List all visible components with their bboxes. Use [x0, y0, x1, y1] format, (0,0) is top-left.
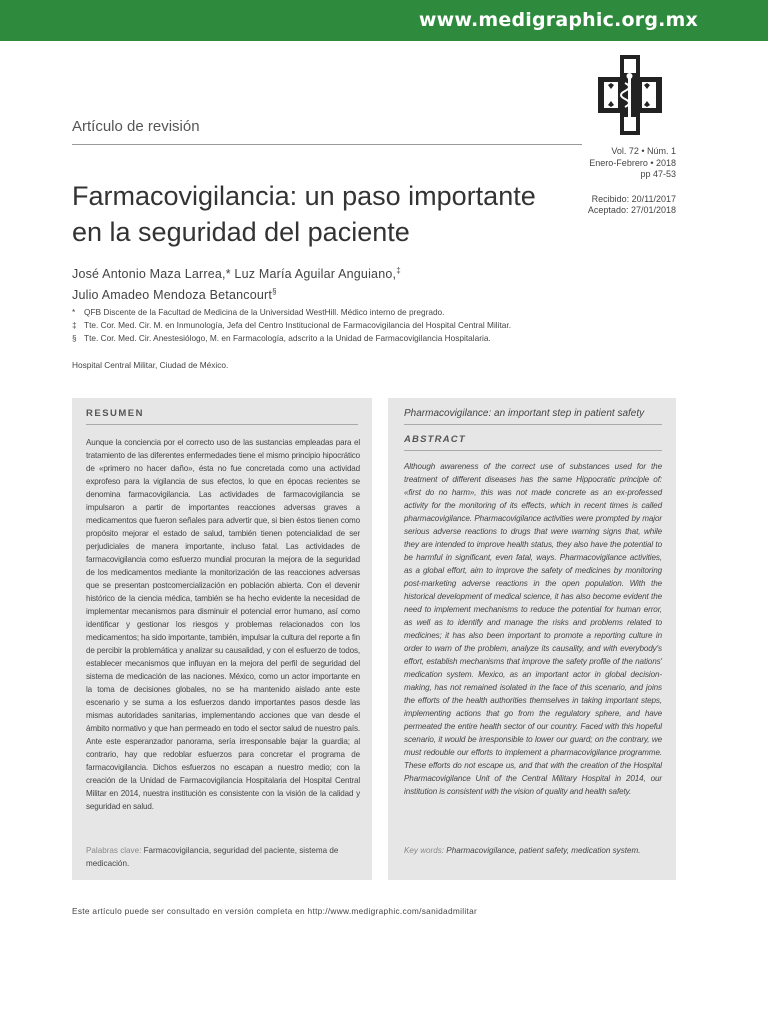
affiliation-mark: §: [72, 333, 77, 343]
volume: Vol. 72 • Núm. 1: [611, 146, 676, 156]
abstract-text: Although awareness of the correct use of substances used for the treatment of different diseases has the same Hippocratic principle of: «first do no harm», this was not made concrete as an ex-professed activity for the monitoring of its effects, which in recent times is called pharmacovigilance. Pharmacovigilance activities were prompted by major serious adverse reactions to drugs that were warning signs that, while they are intended to improve health status, they also have the potential to be harmful in significant, even fatal, ways. Pharmacovigilance activities, as a global effort, aim to improve the safety of medicines by monitoring post-marketing adverse reactions in the open population. With the historical development of medical science, it has also become evident the need to implement mechanisms to reduce the potential for human error, as well as to identify and manage the risks and problems related to medicines; it has also been important to promote a reporting culture in order to warn of the problem, analyze its causality, and with everybody's effort, establish mechanisms that improve the safety profile of the nations' medication system. Mexico, as an important actor in global decision-making, has not remained isolated in the face of this scenario, and joins the efforts of the health authorities themselves in taking important steps, implementing actions that go from the regulatory sphere, and have permeated the entire health sector of our country. Faced with this hopeful scenario, it would be irresponsible to lower our guard; on the contrary, we must redouble our efforts to implement a pharmacovigilance programme. These efforts do not escape us, and that with the creation of the Hospital Pharmacovigilance Unit of the Central Military Hospital in 2014, our institution is consistent with the vision of quality and health safety.: [404, 462, 662, 796]
affiliation-item: [72, 319, 632, 332]
keywords-text: Farmacovigilancia, seguridad del paciente, sistema de medicación.: [86, 846, 339, 868]
abstract-divider-top: [404, 424, 662, 425]
header-banner: [0, 0, 768, 41]
affiliation-item: [72, 306, 632, 319]
authors: [72, 262, 592, 304]
resumen-heading: RESUMEN: [86, 408, 145, 419]
affiliation-mark: ‡: [72, 320, 77, 330]
site-url-link[interactable]: www.medigraphic.org.mx: [418, 9, 698, 31]
resumen-text: Aunque la conciencia por el correcto uso de las sustancias empleadas para el tratamiento de las diferentes enfermedades tiene el mismo principio hipocrático de «primero no hacer daño», ésta no fue concretada como una actividad exprofeso para la vigilancia de sus efectos, lo que en épocas recientes se denomina farmacovigilancia. Las actividades de farmacovigilancia se impulsaron a partir de importantes reacciones adversas graves a medicamentos que fueron señales para advertir que, si bien éstos tienen como propósito mejorar el estado de salud, también tienen potencialidad de ser perjudiciales de manera importante, incluso fatal. Las actividades de farmacovigilancia como esfuerzo mundial procuran la mejora de la seguridad de los medicamentos mediante la monitorización de las reacciones adversas que se presentan postcomercialización en población abierta. Con el devenir histórico de la ciencia médica, también se ha hecho evidente la necesidad de implementar mecanismos para disminuir el potencial error humano, así como identificar y gestionar los riesgos y problemas relacionados con los medicamentos; ha sido importante, también, impulsar la cultura del reporte a fin de percibir la problemática y analizar su causalidad, y con el esfuerzo de todos, establecer mecanismos que influyan en la mejora del perfil de seguridad del sistema de medicación de las naciones. México, como un actor importante en la toma de decisiones globales, no se ha mantenido aislado ante este escenario y se suma a los esfuerzos dando importantes pasos desde las mismas autoridades sanitarias, implementando acciones que van desde el ámbito normativo y que han permeado en todo el sector salud de nuestro país. Ante este esperanzador panorama, sería irresponsable bajar la guardia; al contrario, hay que redoblar esfuerzos para concretar el programa de farmacovigilancia. Dichos esfuerzos no escapan a nuestro medio; con la creación de la Unidad de Farmacovigilancia Hospitalaria del Hospital Central Militar en 2014, nuestra institución es consistente con la visión de la calidad y seguridad en salud.: [86, 438, 360, 811]
page-range: pp 47-53: [640, 169, 676, 179]
keywords-label: Key words:: [404, 846, 445, 855]
received-date: Recibido: 20/11/2017: [591, 193, 676, 204]
palabras-clave: [86, 844, 360, 870]
affiliations: [72, 306, 632, 345]
issue-date: Enero-Febrero • 2018: [589, 157, 676, 168]
abstract-heading: ABSTRACT: [404, 434, 466, 445]
affiliation-text: Tte. Cor. Med. Cir. M. en Inmunología, Jefa del Centro Institucional de Farmacovigilancia del Hospital Central Militar.: [84, 320, 512, 330]
author-mark-3: §: [272, 287, 277, 297]
title-line-2: en la seguridad del paciente: [72, 217, 410, 247]
affiliation-mark: *: [72, 307, 76, 317]
abstract-divider: [404, 450, 662, 451]
key-words: [404, 844, 662, 857]
issue-metadata: [588, 146, 676, 217]
affiliation-text: Tte. Cor. Med. Cir. Anestesiólogo, M. en Farmacología, adscrito a la Unidad de Farmacovigilancia Hospitalaria.: [84, 333, 491, 343]
article-title: [72, 178, 572, 250]
affiliation-text: QFB Discente de la Facultad de Medicina de la Universidad WestHill. Médico interno de pregrado.: [84, 307, 445, 317]
section-label: Artículo de revisión: [72, 118, 200, 135]
resumen-box: [72, 398, 372, 880]
accepted-date: Aceptado: 27/01/2018: [587, 205, 676, 215]
title-line-1: Farmacovigilancia: un paso importante: [72, 181, 536, 211]
affiliation-item: [72, 332, 632, 345]
footer-note: Este artículo puede ser consultado en versión completa en http://www.medigraphic.com/sanidadmilitar: [72, 906, 478, 916]
resumen-divider: [86, 424, 358, 425]
abstract-box: [388, 398, 676, 880]
authors-line-1: José Antonio Maza Larrea,* Luz María Aguilar Anguiano,: [72, 267, 397, 282]
keywords-label: Palabras clave:: [86, 846, 142, 855]
authors-line-2: Julio Amadeo Mendoza Betancourt: [72, 288, 273, 303]
keywords-text: Pharmacovigilance, patient safety, medication system.: [446, 846, 641, 855]
author-mark-2: ‡: [396, 266, 401, 275]
section-divider: [72, 144, 582, 145]
institution: Hospital Central Militar, Ciudad de México.: [72, 360, 229, 370]
english-title: Pharmacovigilance: an important step in patient safety: [404, 408, 645, 419]
journal-logo-icon: [598, 55, 662, 135]
